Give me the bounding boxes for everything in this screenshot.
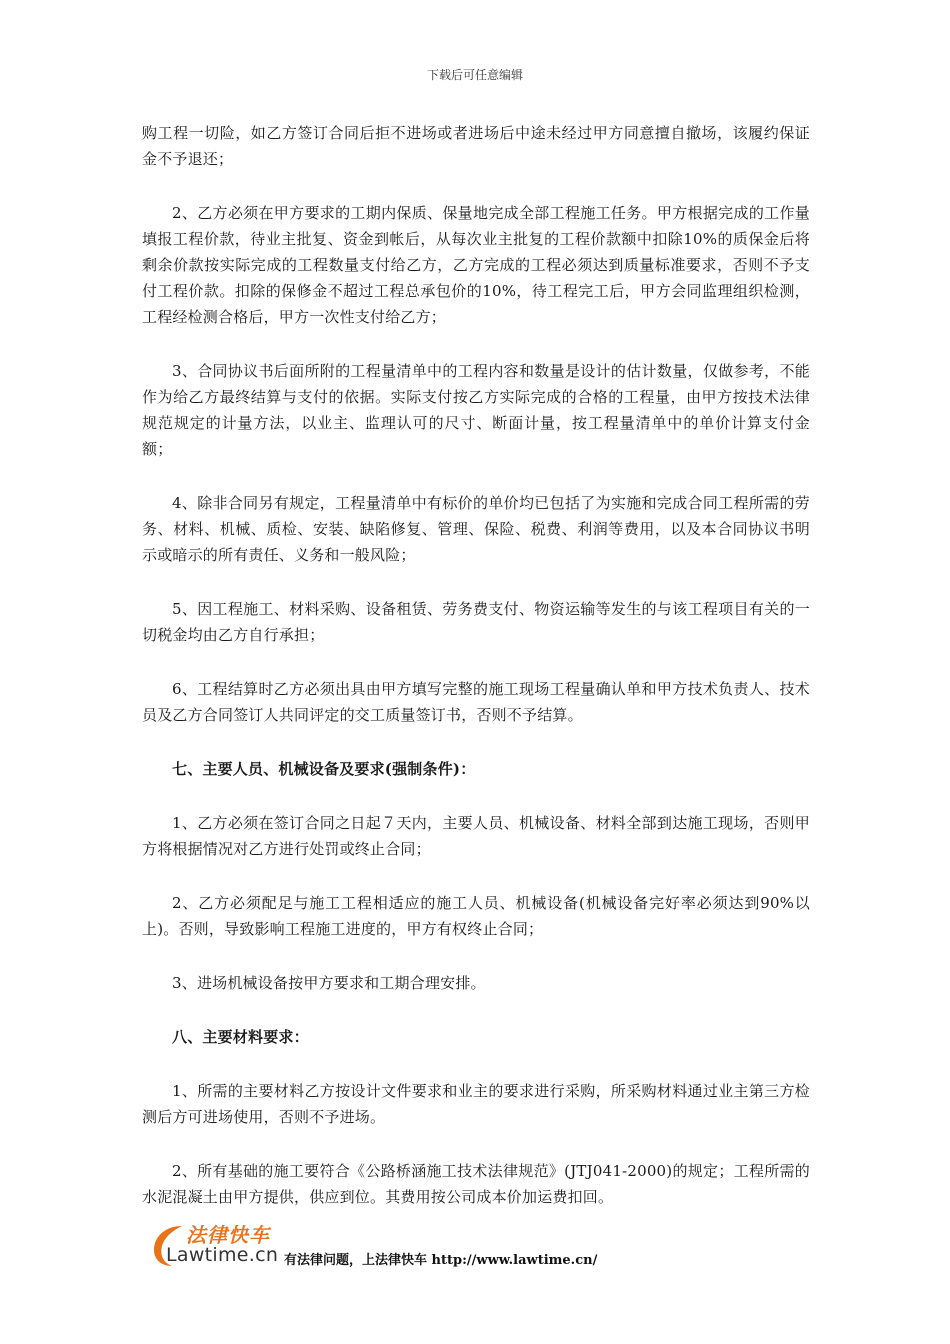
body-paragraph: 2、乙方必须在甲方要求的工期内保质、保量地完成全部工程施工任务。甲方根据完成的工作量填报工程价款，待业主批复、资金到帐后，从每次业主批复的工程价款额中扣除10%的质保金后将剩余价款按实际完成的工程数量支付给乙方，乙方完成的工程必须达到质量标准要求，否则不予支付工程价款。扣除的保修金不超过工程总承包价的10%，待工程完工后，甲方会同监理组织检测，工程经检测合格后，甲方一次性支付给乙方；	[142, 204, 810, 326]
body-paragraph: 4、除非合同另有规定，工程量清单中有标价的单价均已包括了为实施和完成合同工程所需的劳务、材料、机械、质检、安装、缺陷修复、管理、保险、税费、利润等费用，以及本合同协议书明示或暗示的所有责任、义务和一般风险；	[142, 494, 810, 564]
body-paragraph: 2、乙方必须配足与施工工程相适应的施工人员、机械设备(机械设备完好率必须达到90%以上)。否则，导致影响工程施工进度的，甲方有权终止合同；	[142, 894, 810, 938]
footer-slogan-link[interactable]: 有法律问题，上法律快车 http://www.lawtime.cn/	[284, 1253, 598, 1268]
body-paragraph: 1、乙方必须在签订合同之日起７天内，主要人员、机械设备、材料全部到达施工现场，否则甲方将根据情况对乙方进行处罚或终止合同；	[142, 814, 810, 858]
body-paragraph: 6、工程结算时乙方必须出具由甲方填写完整的施工现场工程量确认单和甲方技术负责人、技术员及乙方合同签订人共同评定的交工质量签订书，否则不予结算。	[142, 680, 810, 724]
footer	[148, 1218, 808, 1274]
body-paragraph: 3、进场机械设备按甲方要求和工期合理安排。	[172, 974, 486, 992]
logo-chinese-text: 法律快车	[186, 1223, 270, 1247]
section-heading: 七、主要人员、机械设备及要求(强制条件)：	[172, 760, 476, 778]
document-body	[142, 120, 810, 1238]
header-note: 下载后可任意编辑	[426, 68, 523, 82]
body-paragraph: 3、合同协议书后面所附的工程量清单中的工程内容和数量是设计的估计数量，仅做参考，不能作为给乙方最终结算与支付的依据。实际支付按乙方实际完成的合格的工程量，由甲方按技术法律规范规定的计量方法，以业主、监理认可的尺寸、断面计量，按工程量清单中的单价计算支付金额；	[142, 362, 810, 458]
body-paragraph: 1、所需的主要材料乙方按设计文件要求和业主的要求进行采购，所采购材料通过业主第三方检测后方可进场使用，否则不予进场。	[142, 1082, 810, 1126]
section-heading: 八、主要材料要求：	[172, 1028, 309, 1046]
logo-english-text: Lawtime.cn	[166, 1244, 279, 1266]
body-paragraph: 5、因工程施工、材料采购、设备租赁、劳务费支付、物资运输等发生的与该工程项目有关的一切税金均由乙方自行承担；	[142, 600, 810, 644]
lawtime-logo[interactable]	[148, 1218, 284, 1274]
body-paragraph: 购工程一切险，如乙方签订合同后拒不进场或者进场后中途未经过甲方同意擅自撤场，该履约保证金不予退还；	[142, 124, 810, 168]
body-paragraph: 2、所有基础的施工要符合《公路桥涵施工技术法律规范》(JTJ041-2000)的规定；工程所需的水泥混凝土由甲方提供，供应到位。其费用按公司成本价加运费扣回。	[142, 1162, 810, 1206]
